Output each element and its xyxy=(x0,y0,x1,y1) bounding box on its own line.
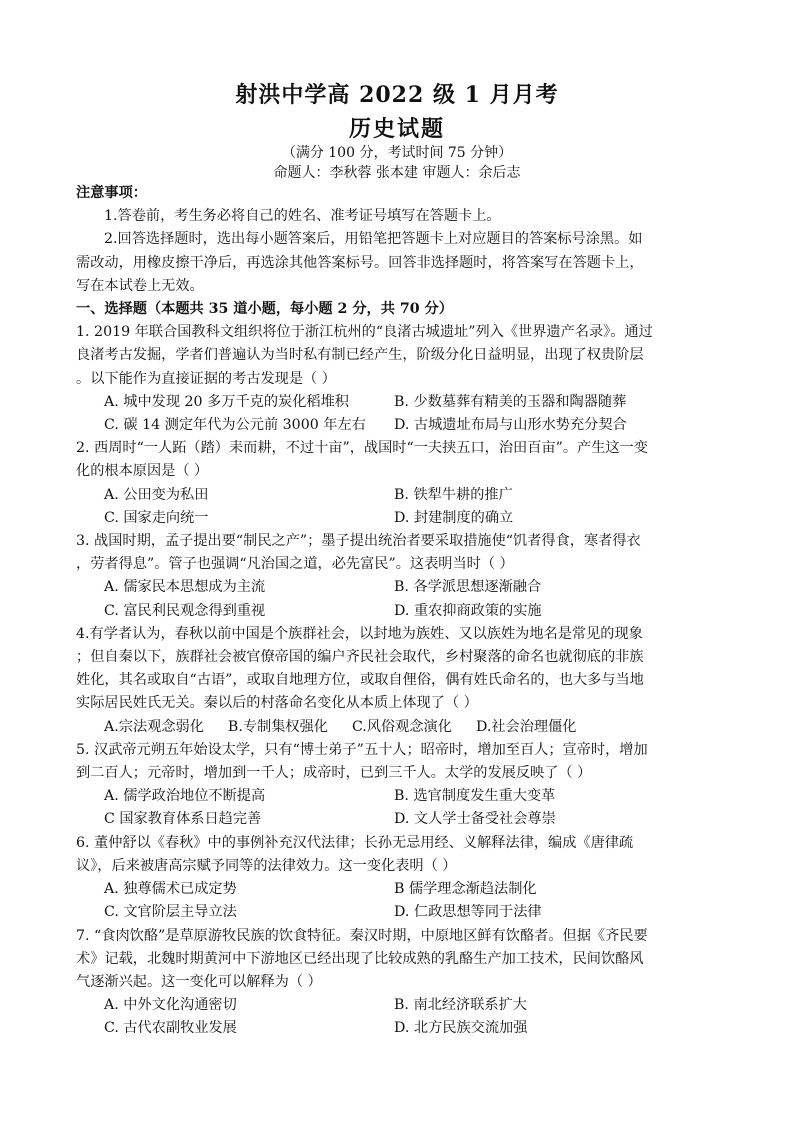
question-1-line-2: 良渚考古发掘，学者们普遍认为当时私有制已经产生，阶级分化日益明显，出现了权贵阶层 xyxy=(76,347,644,364)
question-1-option-b: B. 少数墓葬有精美的玉器和陶器随葬 xyxy=(394,393,627,410)
question-2-option-a: A. 公田变为私田 xyxy=(104,486,209,503)
question-4-line-1: 4.有学者认为，春秋以前中国是个族群社会，以封地为族姓、又以族姓为地名是常见的现象 xyxy=(76,625,643,642)
exam-subject-title: 历史试题 xyxy=(348,116,445,142)
question-1-line-1: 1. 2019 年联合国教科文组织将位于浙江杭州的“良渚古城遗址”列入《世界遗产名录》。通过 xyxy=(76,324,653,341)
question-4-option-d: D.社会治理僵化 xyxy=(475,718,577,735)
question-7-options-row-1 xyxy=(76,994,716,1017)
question-5-option-d: D. 文人学士备受社会尊崇 xyxy=(394,811,556,828)
question-7 xyxy=(76,925,716,1041)
question-5-option-a: A. 儒学政治地位不断提高 xyxy=(104,788,266,805)
question-1-options-row-1 xyxy=(76,391,716,414)
question-5-option-c: C 国家教育体系日趋完善 xyxy=(104,811,262,828)
question-4-line-2: ；但自秦以下，族群社会被官僚帝国的编户齐民社会取代，乡村聚落的命名也就彻底的非族 xyxy=(76,649,644,666)
exam-body xyxy=(76,182,716,1041)
question-1-option-c: C. 碳 14 测定年代为公元前 3000 年左右 xyxy=(104,417,366,434)
question-7-line-3: 气逐渐兴起。这一变化可以解释为（ ） xyxy=(76,973,322,990)
question-6-option-c: C. 文官阶层主导立法 xyxy=(104,904,237,921)
question-2-option-b: B. 铁犁牛耕的推广 xyxy=(394,486,513,503)
question-2-option-c: C. 国家走向统一 xyxy=(104,509,209,526)
question-2-option-d: D. 封建制度的确立 xyxy=(394,509,514,526)
question-5 xyxy=(76,739,716,832)
question-2 xyxy=(76,437,716,530)
question-6-line-2: 议》，后来被唐高宗赋予同等的法律效力。这一变化表明（ ） xyxy=(76,857,457,874)
question-2-line-2: 化的根本原因是（ ） xyxy=(76,463,209,480)
question-3-options-row-1 xyxy=(76,576,716,599)
question-7-option-d: D. 北方民族交流加强 xyxy=(394,1020,528,1037)
question-5-options-row-2 xyxy=(76,808,716,831)
question-4-line-3: 姓化，其名或取自“古语”，或取自地理方位，或取自俚俗，偶有姓氏命名的，也大多与当地 xyxy=(76,672,644,689)
question-7-line-1: 7. “食肉饮酪”是草原游牧民族的饮食特征。秦汉时期，中原地区鲜有饮酪者。但据《齐民要 xyxy=(76,927,648,944)
question-5-option-b: B. 选官制度发生重大变革 xyxy=(394,788,556,805)
exam-note: （满分 100 分，考试时间 75 分钟） xyxy=(281,145,513,161)
notice-item-1: 1.答卷前，考生务必将自己的姓名、准考证号填写在答题卡上。 xyxy=(104,208,501,225)
question-1-option-d: D. 古城遗址布局与山形水势充分契合 xyxy=(394,417,627,434)
question-1-option-a: A. 城中发现 20 多万千克的炭化稻堆积 xyxy=(104,393,349,410)
question-4-options-row xyxy=(76,716,716,739)
question-3-option-c: C. 富民利民观念得到重视 xyxy=(104,602,266,619)
question-2-options-row-2 xyxy=(76,507,716,530)
question-6-options-row-2 xyxy=(76,901,716,924)
question-7-option-c: C. 古代农副牧业发展 xyxy=(104,1020,237,1037)
question-7-option-b: B. 南北经济联系扩大 xyxy=(394,997,527,1014)
question-4-option-c: C.风俗观念演化 xyxy=(351,718,452,735)
question-3-line-2: ，劳者得息”。管子也强调“凡治国之道，必先富民”。这表明当时（ ） xyxy=(76,556,514,573)
question-4-line-4: 实际居民姓氏无关。秦以后的村落命名变化从本质上体现了（ ） xyxy=(76,695,478,712)
exam-setters: 命题人：李秋蓉 张本建 审题人：余后志 xyxy=(273,165,521,181)
question-5-line-2: 到二百人；元帝时，增加到一千人；成帝时，已到三千人。太学的发展反映了（ ） xyxy=(76,765,592,782)
question-3 xyxy=(76,530,716,623)
question-3-option-b: B. 各学派思想逐渐融合 xyxy=(394,579,542,596)
exam-school-title: 射洪中学高 2022 级 1 月月考 xyxy=(235,82,559,108)
question-2-options-row-1 xyxy=(76,484,716,507)
question-4-option-a: A.宗法观念弱化 xyxy=(104,718,204,735)
question-6-line-1: 6. 董仲舒以《春秋》中的事例补充汉代法律；长孙无忌用经、义解释法律，编成《唐律疏 xyxy=(76,834,634,851)
question-1 xyxy=(76,321,716,437)
question-5-line-1: 5. 汉武帝元朔五年始设太学，只有“博士弟子”五十人；昭帝时，增加至百人；宣帝时，增加 xyxy=(76,741,648,758)
question-7-line-2: 术》记载，北魏时期黄河中下游地区已经出现了比较成熟的乳酪生产加工技术，民间饮酪风 xyxy=(76,950,644,967)
question-6-option-d: D. 仁政思想等同于法律 xyxy=(394,904,542,921)
question-6-option-a: A. 独尊儒术已成定势 xyxy=(104,881,237,898)
notice-item-2-line-1: 2.回答选择题时，选出每小题答案后，用铅笔把答题卡上对应题目的答案标号涂黑。如 xyxy=(104,231,643,248)
question-4-option-b: B.专制集权强化 xyxy=(227,718,328,735)
question-6-options-row-1 xyxy=(76,878,716,901)
question-3-option-d: D. 重农抑商政策的实施 xyxy=(394,602,542,619)
question-7-options-row-2 xyxy=(76,1017,716,1040)
question-1-line-3: 。以下能作为直接证据的考古发现是（ ） xyxy=(76,370,336,387)
section-heading: 一、选择题（本题共 35 道小题，每小题 2 分，共 70 分） xyxy=(76,301,453,318)
question-3-line-1: 3. 战国时期，孟子提出要“制民之产”；墨子提出统治者要采取措施使“饥者得食，寒者得衣 xyxy=(76,533,641,550)
notice-heading: 注意事项： xyxy=(76,185,147,201)
question-3-option-a: A. 儒家民本思想成为主流 xyxy=(104,579,266,596)
question-7-option-a: A. 中外文化沟通密切 xyxy=(104,997,237,1014)
question-5-options-row-1 xyxy=(76,785,716,808)
question-3-options-row-2 xyxy=(76,600,716,623)
notice-item-2-line-2: 需改动，用橡皮擦干净后，再选涂其他答案标号。回答非选择题时，将答案写在答题卡上， xyxy=(76,254,644,271)
question-6 xyxy=(76,832,716,925)
question-1-options-row-2 xyxy=(76,414,716,437)
question-4 xyxy=(76,623,716,739)
notice-item-2-line-3: 写在本试卷上无效。 xyxy=(76,277,204,294)
question-2-line-1: 2. 西周时“一人跖（踏）耒而耕，不过十亩”，战国时“一夫挟五口，治田百亩”。产生这一变 xyxy=(76,440,648,457)
question-6-option-b: B 儒学理念渐趋法制化 xyxy=(394,881,537,898)
